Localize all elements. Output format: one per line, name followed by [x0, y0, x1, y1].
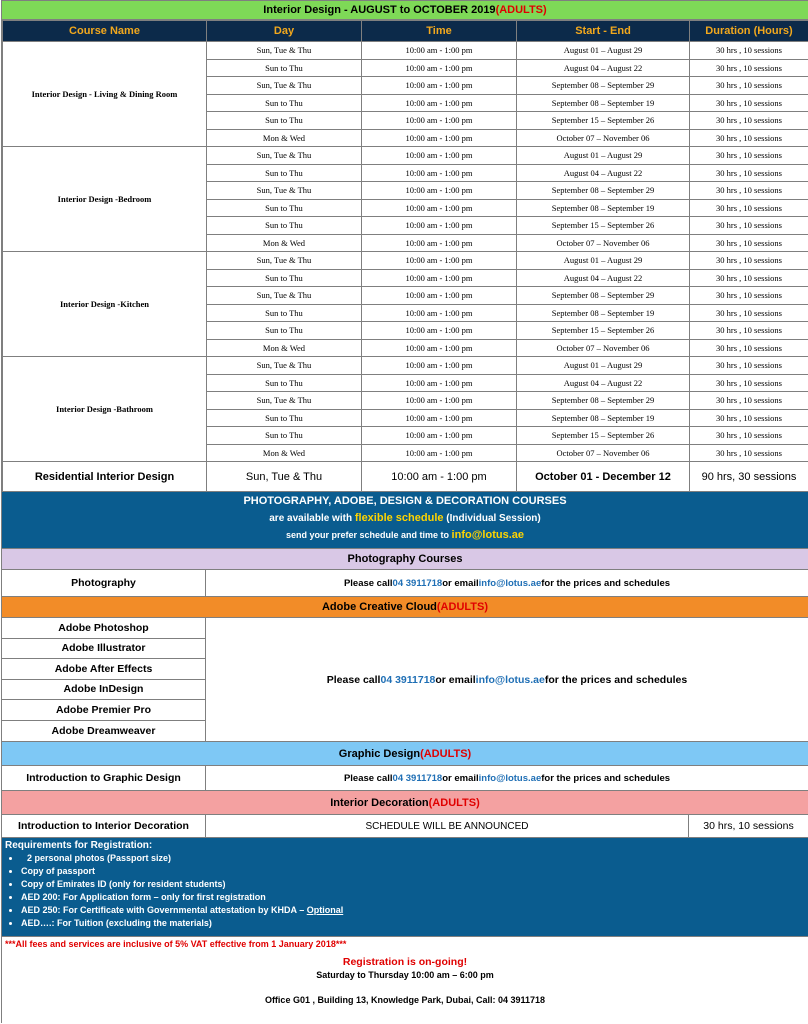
day-cell: Sun to Thu	[207, 427, 362, 445]
time-cell: 10:00 am - 1:00 pm	[362, 112, 517, 130]
residential-row	[3, 462, 808, 492]
date-range-cell: September 15 – September 26	[517, 427, 690, 445]
date-range-cell: September 08 – September 19	[517, 409, 690, 427]
time-cell: 10:00 am - 1:00 pm	[362, 392, 517, 410]
duration-cell: 30 hrs , 10 sessions	[690, 182, 808, 200]
date-range-cell: October 07 – November 06	[517, 444, 690, 462]
duration-cell: 30 hrs , 10 sessions	[690, 374, 808, 392]
day-cell: Sun, Tue & Thu	[207, 182, 362, 200]
graphic-design-course: Introduction to Graphic Design	[2, 766, 206, 790]
date-range-cell: September 15 – September 26	[517, 112, 690, 130]
phone-link[interactable]: 04 3911718	[392, 577, 443, 589]
duration-cell: 30 hrs , 10 sessions	[690, 269, 808, 287]
decoration-duration: 30 hrs, 10 sessions	[703, 820, 794, 832]
time-cell: 10:00 am - 1:00 pm	[362, 59, 517, 77]
adobe-contact: Please call 04 3911718 or email info@lotus.ae for the prices and schedules	[326, 673, 688, 686]
day-cell: Sun, Tue & Thu	[207, 287, 362, 305]
day-cell: Sun to Thu	[207, 217, 362, 235]
duration-cell: 30 hrs , 10 sessions	[690, 77, 808, 95]
day-cell: Sun to Thu	[207, 374, 362, 392]
day-cell: Sun, Tue & Thu	[207, 42, 362, 60]
day-cell: Sun to Thu	[207, 164, 362, 182]
title-tag: (ADULTS)	[495, 4, 547, 16]
date-range-cell: August 04 – August 22	[517, 374, 690, 392]
day-cell: Sun to Thu	[207, 409, 362, 427]
residential-name: Residential Interior Design	[3, 462, 207, 492]
header-duration: Duration (Hours)	[690, 21, 808, 42]
flexible-schedule-text: flexible schedule	[354, 512, 444, 524]
office-address: Office G01 , Building 13, Knowledge Park, Dubai, Call: 04 3911718	[264, 995, 546, 1005]
duration-cell: 30 hrs , 10 sessions	[690, 42, 808, 60]
header-day: Day	[207, 21, 362, 42]
duration-cell: 30 hrs , 10 sessions	[690, 234, 808, 252]
duration-cell: 30 hrs , 10 sessions	[690, 59, 808, 77]
interior-decoration-row	[2, 815, 808, 838]
time-cell: 10:00 am - 1:00 pm	[362, 147, 517, 165]
date-range-cell: September 08 – September 29	[517, 182, 690, 200]
date-range-cell: August 04 – August 22	[517, 269, 690, 287]
vat-note: ***All fees and services are inclusive of 5% VAT effective from 1 January 2018***	[5, 939, 347, 949]
day-cell: Sun to Thu	[207, 322, 362, 340]
date-range-cell: October 07 – November 06	[517, 234, 690, 252]
duration-cell: 30 hrs , 10 sessions	[690, 357, 808, 375]
date-range-cell: September 15 – September 26	[517, 322, 690, 340]
time-cell: 10:00 am - 1:00 pm	[362, 427, 517, 445]
header-start-end: Start - End	[517, 21, 690, 42]
duration-cell: 30 hrs , 10 sessions	[690, 94, 808, 112]
day-cell: Mon & Wed	[207, 444, 362, 462]
title-text: Interior Design - AUGUST to OCTOBER 2019	[263, 4, 496, 16]
date-range-cell: October 07 – November 06	[517, 129, 690, 147]
residential-day: Sun, Tue & Thu	[207, 462, 362, 492]
course-name-cell: Interior Design -Bathroom	[3, 357, 207, 462]
duration-cell: 30 hrs , 10 sessions	[690, 147, 808, 165]
email-link[interactable]: info@lotus.ae	[478, 772, 542, 784]
adobe-heading: Adobe Creative Cloud (ADULTS)	[2, 597, 808, 618]
requirements-heading: Requirements for Registration:	[5, 840, 153, 851]
header-time: Time	[362, 21, 517, 42]
email-link[interactable]: info@lotus.ae	[475, 673, 545, 686]
table-row	[3, 357, 808, 375]
duration-cell: 30 hrs , 10 sessions	[690, 112, 808, 130]
time-cell: 10:00 am - 1:00 pm	[362, 164, 517, 182]
list-item: • Copy of passport	[21, 865, 808, 878]
time-cell: 10:00 am - 1:00 pm	[362, 287, 517, 305]
day-cell: Sun to Thu	[207, 199, 362, 217]
requirements-panel	[2, 838, 808, 937]
duration-cell: 30 hrs , 10 sessions	[690, 339, 808, 357]
residential-time: 10:00 am - 1:00 pm	[362, 462, 517, 492]
course-name-cell: Interior Design - Living & Dining Room	[3, 42, 207, 147]
table-row	[3, 147, 808, 165]
course-name-cell: Interior Design -Bedroom	[3, 147, 207, 252]
time-cell: 10:00 am - 1:00 pm	[362, 357, 517, 375]
header-course-name: Course Name	[3, 21, 207, 42]
duration-cell: 30 hrs , 10 sessions	[690, 409, 808, 427]
list-item: • 2 personal photos (Passport size)	[21, 852, 808, 865]
date-range-cell: August 04 – August 22	[517, 164, 690, 182]
date-range-cell: October 07 – November 06	[517, 339, 690, 357]
graphic-design-contact: Please call 04 3911718 or email info@lotus.ae for the prices and schedules	[343, 772, 671, 784]
promo-line-flexible: are available with flexible schedule (Individual Session)	[269, 512, 541, 524]
date-range-cell: September 08 – September 29	[517, 77, 690, 95]
day-cell: Sun, Tue & Thu	[207, 147, 362, 165]
adobe-course-item: Adobe After Effects	[2, 659, 205, 680]
table-row	[3, 252, 808, 270]
date-range-cell: September 08 – September 19	[517, 94, 690, 112]
interior-schedule-table	[2, 20, 808, 492]
time-cell: 10:00 am - 1:00 pm	[362, 77, 517, 95]
adobe-course-list	[2, 618, 206, 741]
registration-notice: Registration is on-going!	[342, 956, 468, 968]
interior-decoration-course: Introduction to Interior Decoration	[2, 815, 206, 837]
time-cell: 10:00 am - 1:00 pm	[362, 322, 517, 340]
duration-cell: 30 hrs , 10 sessions	[690, 392, 808, 410]
day-cell: Sun, Tue & Thu	[207, 77, 362, 95]
photography-row	[2, 570, 808, 597]
time-cell: 10:00 am - 1:00 pm	[362, 182, 517, 200]
graphic-design-heading: Graphic Design (ADULTS)	[2, 742, 808, 766]
duration-cell: 30 hrs , 10 sessions	[690, 129, 808, 147]
photography-contact: Please call 04 3911718 or email info@lotus.ae for the prices and schedules	[343, 577, 671, 589]
time-cell: 10:00 am - 1:00 pm	[362, 409, 517, 427]
schedule-sheet	[1, 0, 808, 1023]
list-item: • AED 250: For Certificate with Governmental attestation by KHDA – Optional	[21, 904, 808, 917]
date-range-cell: September 08 – September 29	[517, 287, 690, 305]
date-range-cell: September 08 – September 19	[517, 304, 690, 322]
duration-cell: 30 hrs , 10 sessions	[690, 217, 808, 235]
promo-email-link[interactable]: info@lotus.ae	[451, 529, 524, 541]
residential-range: October 01 - December 12	[517, 462, 690, 492]
adobe-course-item: Adobe Illustrator	[2, 639, 205, 660]
list-item: • Copy of Emirates ID (only for resident students)	[21, 878, 808, 891]
table-row	[3, 42, 808, 60]
time-cell: 10:00 am - 1:00 pm	[362, 217, 517, 235]
day-cell: Sun to Thu	[207, 112, 362, 130]
promo-heading: PHOTOGRAPHY, ADOBE, DESIGN & DECORATION COURSES	[243, 495, 567, 507]
time-cell: 10:00 am - 1:00 pm	[362, 304, 517, 322]
time-cell: 10:00 am - 1:00 pm	[362, 94, 517, 112]
residential-duration: 90 hrs, 30 sessions	[690, 462, 808, 492]
duration-cell: 30 hrs , 10 sessions	[690, 287, 808, 305]
duration-cell: 30 hrs , 10 sessions	[690, 322, 808, 340]
duration-cell: 30 hrs , 10 sessions	[690, 199, 808, 217]
day-cell: Sun to Thu	[207, 59, 362, 77]
duration-cell: 30 hrs , 10 sessions	[690, 444, 808, 462]
interior-design-title	[2, 0, 808, 20]
adobe-course-item: Adobe Premier Pro	[2, 700, 205, 721]
date-range-cell: August 01 – August 29	[517, 252, 690, 270]
date-range-cell: August 01 – August 29	[517, 42, 690, 60]
time-cell: 10:00 am - 1:00 pm	[362, 234, 517, 252]
time-cell: 10:00 am - 1:00 pm	[362, 199, 517, 217]
office-hours: Saturday to Thursday 10:00 am – 6:00 pm	[316, 970, 494, 980]
requirements-list	[5, 852, 808, 930]
decoration-schedule: SCHEDULE WILL BE ANNOUNCED	[206, 815, 689, 837]
date-range-cell: September 08 – September 29	[517, 392, 690, 410]
course-name-cell: Interior Design -Kitchen	[3, 252, 207, 357]
day-cell: Sun to Thu	[207, 269, 362, 287]
list-item: • AED 200: For Application form – only for first registration	[21, 891, 808, 904]
time-cell: 10:00 am - 1:00 pm	[362, 339, 517, 357]
adobe-row	[2, 618, 808, 742]
phone-link[interactable]: 04 3911718	[380, 673, 436, 686]
day-cell: Sun, Tue & Thu	[207, 357, 362, 375]
duration-cell: 30 hrs , 10 sessions	[690, 427, 808, 445]
time-cell: 10:00 am - 1:00 pm	[362, 444, 517, 462]
date-range-cell: August 01 – August 29	[517, 147, 690, 165]
photography-heading: Photography Courses	[2, 549, 808, 570]
list-item: • AED….: For Tuition (excluding the materials)	[21, 917, 808, 930]
duration-cell: 30 hrs , 10 sessions	[690, 304, 808, 322]
promo-line-email: send your prefer schedule and time to info@lotus.ae	[286, 529, 524, 541]
time-cell: 10:00 am - 1:00 pm	[362, 252, 517, 270]
graphic-design-row	[2, 766, 808, 791]
day-cell: Sun to Thu	[207, 94, 362, 112]
day-cell: Mon & Wed	[207, 234, 362, 252]
day-cell: Mon & Wed	[207, 339, 362, 357]
email-link[interactable]: info@lotus.ae	[478, 577, 542, 589]
duration-cell: 30 hrs , 10 sessions	[690, 164, 808, 182]
interior-decoration-heading: Interior Decoration (ADULTS)	[2, 791, 808, 815]
time-cell: 10:00 am - 1:00 pm	[362, 42, 517, 60]
date-range-cell: September 08 – September 19	[517, 199, 690, 217]
day-cell: Sun, Tue & Thu	[207, 392, 362, 410]
flexible-schedule-banner	[2, 492, 808, 549]
time-cell: 10:00 am - 1:00 pm	[362, 374, 517, 392]
schedule-body	[3, 42, 808, 462]
footer	[2, 937, 808, 1023]
adobe-course-item: Adobe InDesign	[2, 680, 205, 701]
day-cell: Sun to Thu	[207, 304, 362, 322]
date-range-cell: September 15 – September 26	[517, 217, 690, 235]
date-range-cell: August 01 – August 29	[517, 357, 690, 375]
time-cell: 10:00 am - 1:00 pm	[362, 269, 517, 287]
photography-course: Photography	[2, 570, 206, 596]
table-header-row	[3, 21, 808, 42]
duration-cell: 30 hrs , 10 sessions	[690, 252, 808, 270]
time-cell: 10:00 am - 1:00 pm	[362, 129, 517, 147]
day-cell: Mon & Wed	[207, 129, 362, 147]
date-range-cell: August 04 – August 22	[517, 59, 690, 77]
adobe-course-item: Adobe Dreamweaver	[51, 724, 156, 737]
day-cell: Sun, Tue & Thu	[207, 252, 362, 270]
adobe-course-item: Adobe Photoshop	[2, 618, 205, 639]
phone-link[interactable]: 04 3911718	[392, 772, 443, 784]
